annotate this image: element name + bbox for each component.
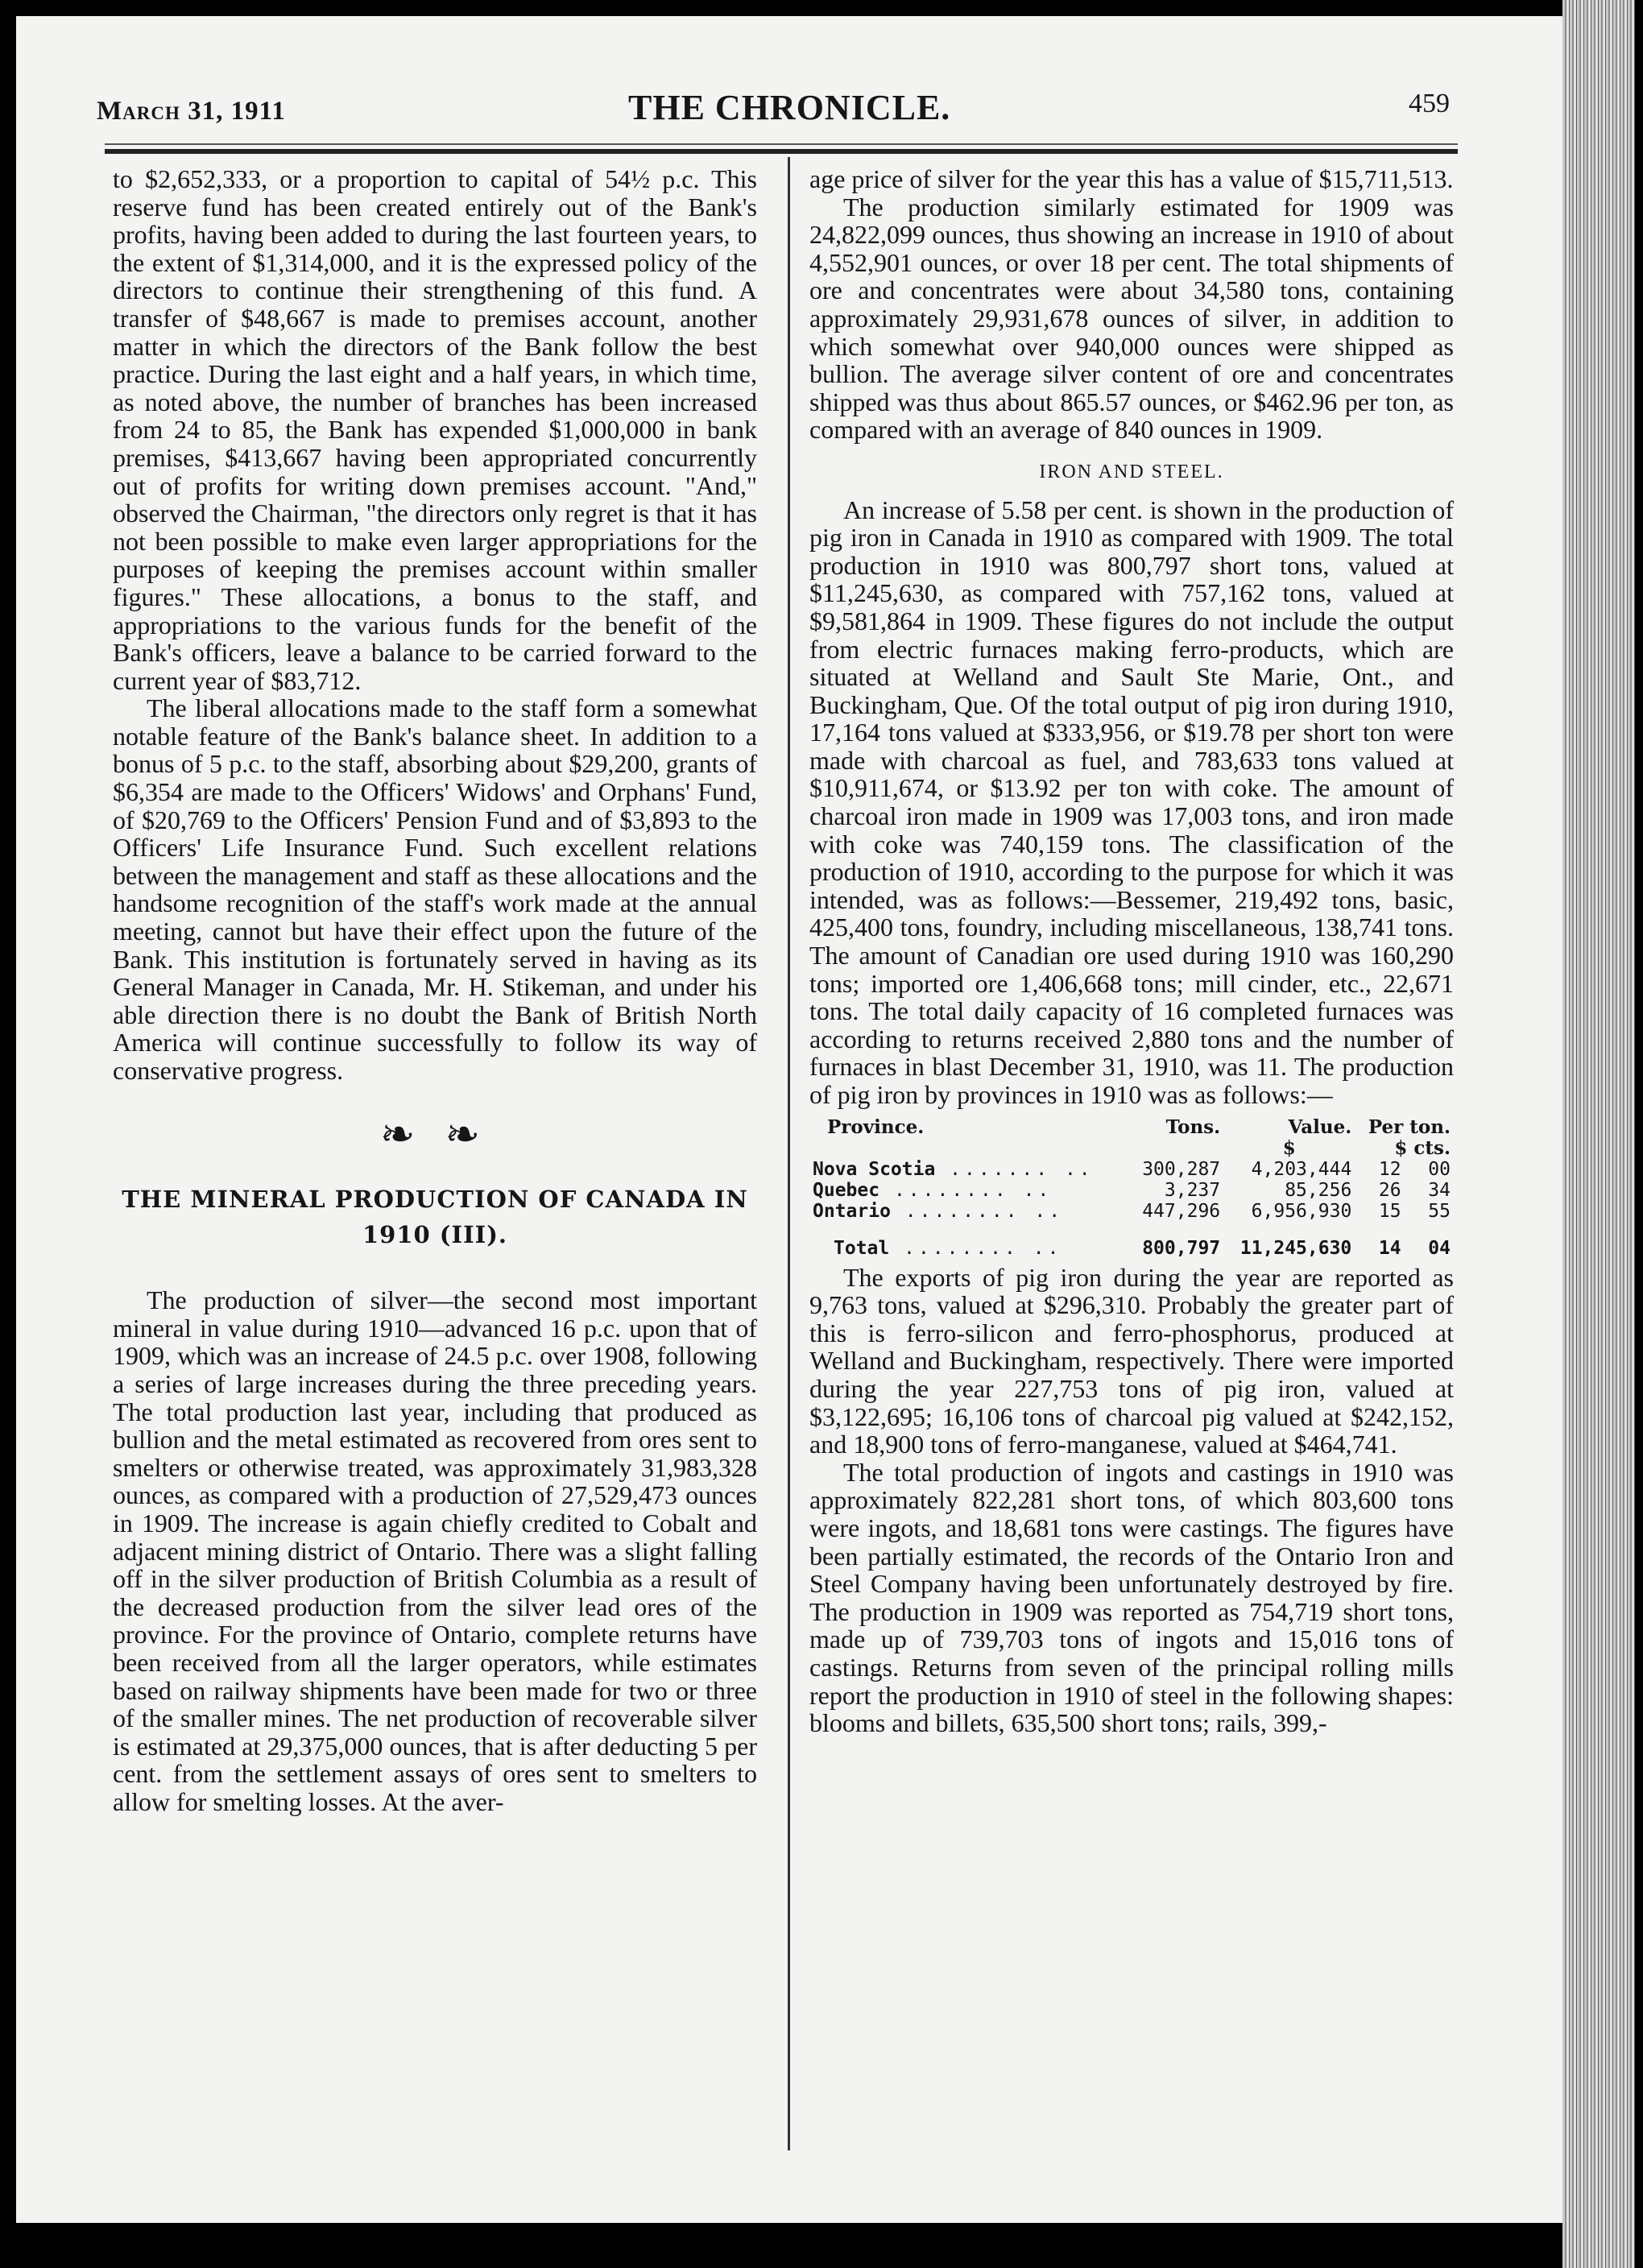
- newspaper-page: [16, 16, 1588, 2223]
- row-cents: 34: [1428, 1179, 1451, 1201]
- article-title: [113, 1182, 757, 1252]
- table-header-row: [809, 1117, 1454, 1159]
- publication-title: THE CHRONICLE.: [628, 88, 951, 127]
- row-tons: 447,296: [1142, 1200, 1221, 1222]
- left-paragraph-2: The liberal allocations made to the staff form a somewhat notable feature of the Bank's balance sheet. In addition to a bonus of 5 p.c. to the staff, absorbing about $29,200, grants of $6,354 are made to the Officers' Widows' and Orphans' Fund, of $20,769 to the Officers' Pension Fund and of $3,893 to the Officers' Life Insurance Fund. Such excellent relations between the management and staff as these allocations and the handsome recognition of the staff's work made at the annual meeting, cannot but have their effect upon the future of the Bank. This institution is fortunately served in having as its General Manager in Canada, Mr. H. Stikeman, and under his able direction there is no doubt the Bank of British North America will continue successfully to follow its way of conservative progress.: [113, 693, 757, 1085]
- exports-paragraph: The exports of pig iron during the year are reported as 9,763 tons, valued at $296,310. Probably the greater part of this is ferro-silicon and ferro-phosphorus, produced at Welland and Buckingham, respectively. There were imported during the year 227,753 tons of pig iron, valued at $3,122,695; 16,106 tons of charcoal pig valued at $242,152, and 18,900 tons of ferro-manganese, valued at $464,741.: [809, 1262, 1454, 1459]
- header-per-ton-label: Per ton.: [1368, 1115, 1451, 1138]
- section-heading: IRON AND STEEL.: [1039, 461, 1224, 482]
- row-dollars: 26: [1378, 1179, 1401, 1201]
- issue-date: March 31, 1911: [97, 97, 286, 126]
- right-column: [809, 165, 1454, 1737]
- header-value-label: Value.: [1288, 1115, 1352, 1138]
- page-header: [97, 81, 1450, 129]
- header-rule: [105, 149, 1458, 154]
- article-paragraph-1: The production of silver—the second most important mineral in value during 1910—advanced 16 p.c. upon that of 1909, which was an increase of 24.5 p.c. over 1908, following a series of large increases during the three preceding years. The total production last year, including that produced as bullion and the metal estimated as recovered from ores sent to smelters or otherwise treated, was approximately 31,983,328 ounces, as compared with a production of 27,529,473 ounces in 1909. The increase is again chiefly credited to Cobalt and adjacent mining district of Ontario. There was a slight falling off in the silver production of British Columbia as a result of the decreased production from the silver lead ores of the province. For the province of Ontario, complete returns have been received from all the larger operators, while estimates based on railway shipments have been made for two or three of the smaller mines. The net production of recoverable silver is estimated at 29,375,000 ounces, that is after deducting 5 per cent. from the settlement assays of ores sent to smelters to allow for smelting losses. At the aver-: [113, 1285, 757, 1816]
- table-row: [809, 1159, 1454, 1180]
- page-number: 459: [1409, 89, 1450, 118]
- row-province: Ontario ........ ..: [813, 1200, 1064, 1222]
- header-per-ton: [1355, 1117, 1454, 1159]
- page-edge-binding: [1562, 0, 1635, 2268]
- header-value: [1223, 1117, 1355, 1159]
- row-dollars: 12: [1378, 1158, 1401, 1180]
- row-tons: 300,287: [1142, 1158, 1221, 1180]
- row-value: 85,256: [1285, 1179, 1352, 1201]
- article-title-line-1: THE MINERAL PRODUCTION OF CANADA IN: [122, 1186, 748, 1214]
- total-tons: 800,797: [1142, 1237, 1221, 1259]
- table-total-row: [809, 1222, 1454, 1259]
- row-cents: 55: [1428, 1200, 1451, 1222]
- table-row: [809, 1180, 1454, 1201]
- header-tons: Tons.: [1165, 1115, 1221, 1138]
- row-dollars: 15: [1378, 1200, 1401, 1222]
- column-divider: [788, 157, 790, 2150]
- total-dollars: 14: [1378, 1237, 1401, 1259]
- row-value: 4,203,444: [1251, 1158, 1352, 1180]
- row-cents: 00: [1428, 1158, 1451, 1180]
- row-tons: 3,237: [1164, 1179, 1221, 1201]
- header-per-ton-unit: $ cts.: [1394, 1136, 1451, 1159]
- right-paragraph-2: The production similarly estimated for 1909 was 24,822,099 ounces, thus showing an increase in 1910 of about 4,552,901 ounces, or over 18 per cent. The total shipments of ore and concentrates were about 34,580 tons, containing approximately 29,931,678 ounces of silver, in addition to which somewhat over 940,000 ounces were shipped as bullion. The average silver content of ore and concentrates shipped was thus about 865.57 ounces, or $462.96 per ton, as compared with an average of 840 ounces in 1909.: [809, 192, 1454, 445]
- header-rule-thin: [105, 143, 1458, 145]
- header-province: Province.: [827, 1115, 925, 1138]
- right-paragraph-1: age price of silver for the year this has a value of $15,711,513.: [809, 164, 1454, 193]
- left-column: [113, 165, 757, 1815]
- ornament-icon: ❧ ❧: [379, 1111, 490, 1158]
- pig-iron-table: [809, 1117, 1454, 1259]
- total-value: 11,245,630: [1239, 1237, 1352, 1259]
- iron-paragraph: An increase of 5.58 per cent. is shown in the production of pig iron in Canada in 1910 as compared with 1909. The total production in 1910 was 800,797 short tons, valued at $11,245,630, as compared with 757,162 tons, valued at $9,581,864 in 1909. These figures do not include the output from electric furnaces making ferro-products, which are situated at Welland and Sault Ste Marie, Ont., and Buckingham, Que. Of the total output of pig iron during 1910, 17,164 tons valued at $333,956, or $19.78 per short ton were made with charcoal as fuel, and 783,633 tons valued at $10,911,674, or $13.92 per ton with coke. The amount of charcoal iron made in 1909 was 17,003 tons, and iron made with coke was 740,159 tons. The classification of the production of 1910, according to the purpose for which it was intended, was as follows:—Bessemer, 219,492 tons, basic, 425,400 tons, foundry, including miscellaneous, 138,741 tons. The amount of Canadian ore used during 1910 was 160,290 tons; imported ore 1,406,668 tons; mill cinder, etc., 22,671 tons. The total daily capacity of 16 completed furnaces was according to returns received 2,880 tons and the number of furnaces in blast December 31, 1910, was 11. The production of pig iron by provinces in 1910 was as follows:—: [809, 495, 1454, 1109]
- total-cents: 04: [1428, 1237, 1451, 1259]
- row-province: Quebec ........ ..: [813, 1179, 1053, 1201]
- ingots-paragraph: The total production of ingots and castings in 1910 was approximately 822,281 short tons, of which 803,600 tons were ingots, and 18,681 tons were castings. The figures have been partially estimated, the records of the Ontario Iron and Steel Company having been unfortunately destroyed by fire. The production in 1909 was reported as 754,719 short tons, made up of 739,703 tons of ingots and 15,016 tons of castings. Returns from seven of the principal rolling mills report the production in 1910 of steel in the following shapes: blooms and billets, 635,500 short tons; rails, 399,-: [809, 1457, 1454, 1738]
- row-province: Nova Scotia ....... ..: [813, 1158, 1094, 1180]
- article-title-line-2: 1910 (III).: [362, 1221, 508, 1249]
- header-value-unit: $: [1282, 1136, 1296, 1159]
- left-paragraph-1: to $2,652,333, or a proportion to capital of 54½ p.c. This reserve fund has been created entirely out of the Bank's profits, having been added to during the last fourteen years, to the extent of $1,314,000, and it is the expressed policy of the directors to continue their strengthening of this fund. A transfer of $48,667 is made to premises account, another matter in which the directors of the Bank follow the best practice. During the last eight and a half years, in which time, as noted above, the number of branches has been increased from 24 to 85, the Bank has expended $1,000,000 in bank premises, $413,667 having been appropriated concurrently out of profits for writing down premises account. "And," observed the Chairman, "the directors only regret is that it has not been possible to make even larger appropriations for the purposes of keeping the premises account within smaller figures." These allocations, a bonus to the staff, and appropriations to the various funds for the benefit of the Bank's officers, leave a balance to be carried forward to the current year of $83,712.: [113, 164, 757, 695]
- row-value: 6,956,930: [1251, 1200, 1352, 1222]
- total-label: Total ........ ..: [834, 1237, 1062, 1259]
- table-row: [809, 1201, 1454, 1222]
